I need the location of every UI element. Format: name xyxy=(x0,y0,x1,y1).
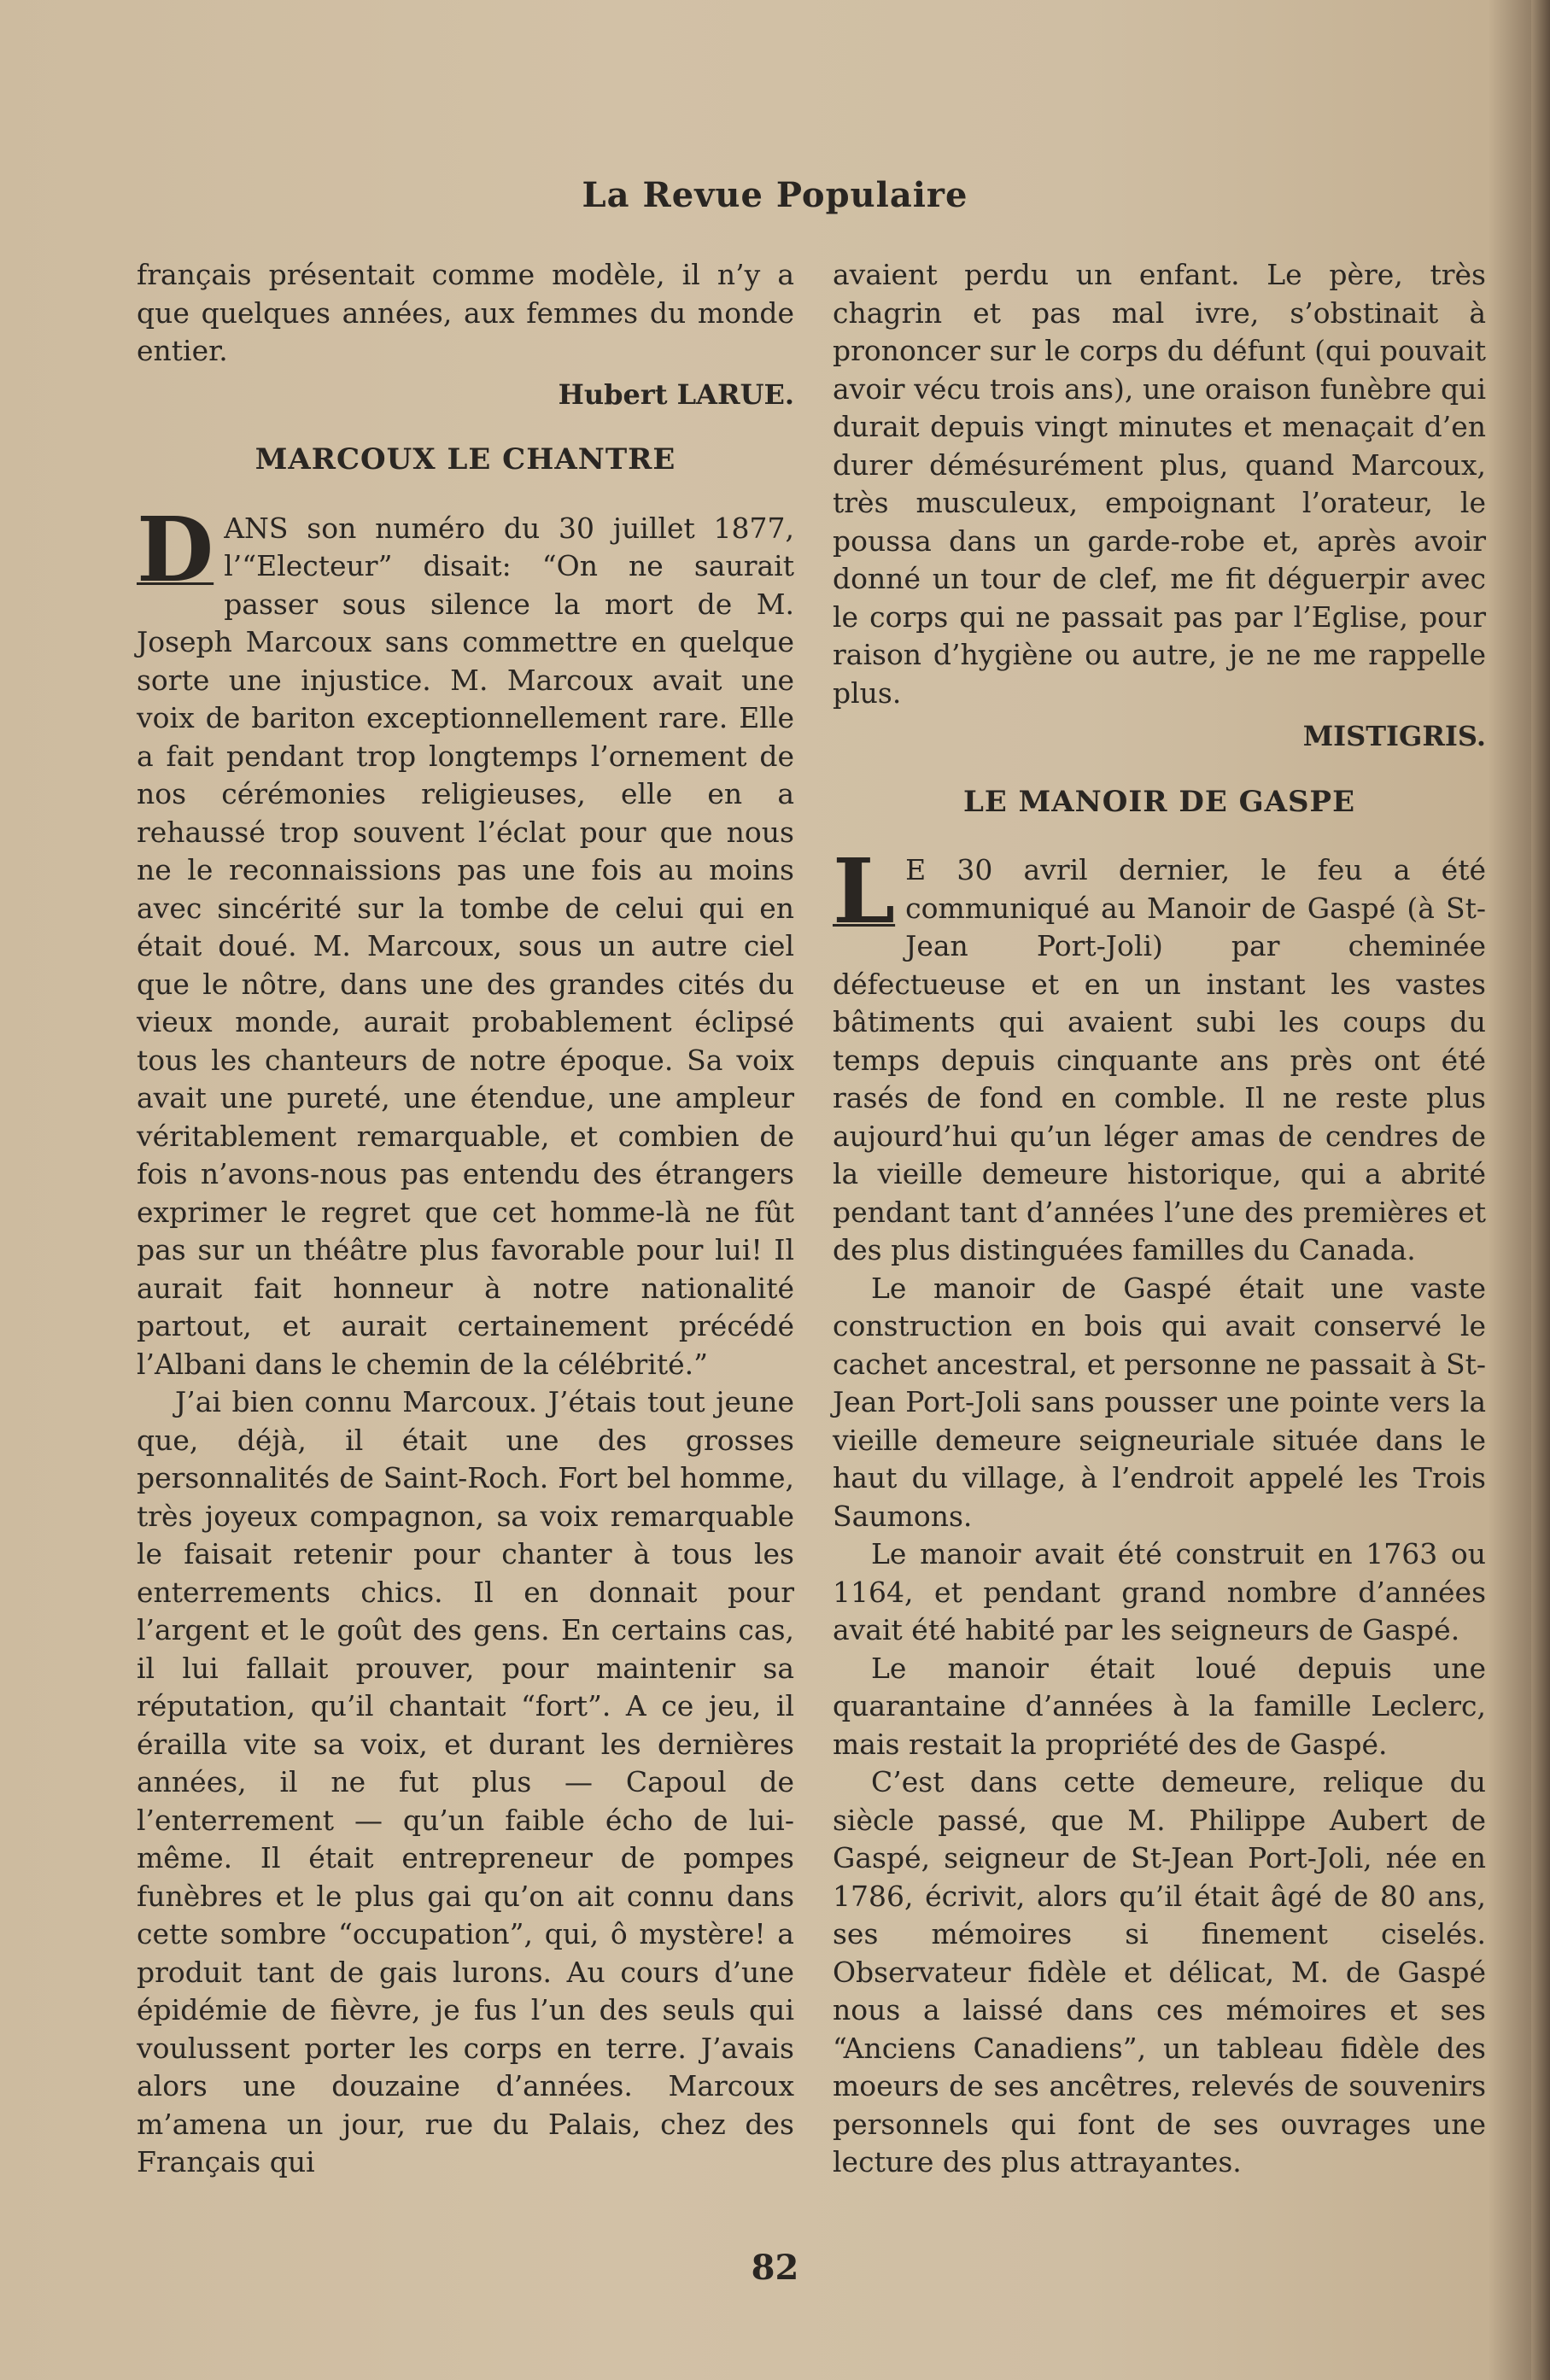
article2-paragraph-5: C’est dans cette demeure, relique du siècle passé, que M. Philippe Aubert de Gaspé, seigneur de St-Jean Port-Joli, née en 1786, écrivit, alors qu’il était âgé de 80 ans, ses mémoires si finement ciselés. Observateur fidèle et délicat, M. de Gaspé nous a laissé dans ces mémoires et ses “Anciens Canadiens”, un tableau fidèle des moeurs de ses ancêtres, relevés de souvenirs personnels qui font de ses ouvrages une lecture des plus attrayantes. xyxy=(833,1765,1486,2178)
intro-paragraph: français présentait comme modèle, il n’y a que quelques années, aux femmes du monde entier. xyxy=(137,258,794,367)
left-column xyxy=(137,256,794,2182)
right-column xyxy=(833,256,1486,2182)
dropcap-l: L xyxy=(833,839,896,944)
dropcap-d: D xyxy=(137,496,214,602)
article2-paragraph-2: Le manoir de Gaspé était une vaste construction en bois qui avait conservé le cachet ancestral, et personne ne passait à St-Jean Port-Joli sans pousser une pointe vers la vieille demeure seigneuriale située dans le haut du village, à l’endroit appelé les Trois Saumons. xyxy=(833,1271,1486,1533)
page-number: 82 xyxy=(751,2248,799,2288)
article2-paragraph-1 xyxy=(833,839,1486,1270)
article2-paragraph-1-text: E 30 avril dernier, le feu a été communiqué au Manoir de Gaspé (à St-Jean Port-Joli) par cheminée défectueuse et en un instant les vastes bâtiments qui avaient subi les coups du temps depuis cinquante ans près ont été rasés de fond en comble. Il ne reste plus aujourd’hui qu’un léger amas de cendres de la vieille demeure historique, qui a abrité pendant tant d’années l’une des premières et des plus distinguées familles du Canada. xyxy=(833,853,1486,1266)
intro-signature: Hubert LARUE. xyxy=(558,377,794,411)
page-spine-shadow xyxy=(1531,0,1550,2380)
article1-paragraph-2: J’ai bien connu Marcoux. J’étais tout jeune que, déjà, il était une des grosses personnalités de Saint-Roch. Fort bel homme, très joyeux compagnon, sa voix remarquable le faisait retenir pour chanter à tous les enterrements chics. Il en donnait pour l’argent et le goût des gens. En certains cas, il lui fallait prouver, pour maintenir sa réputation, qu’il chantait “fort”. A ce jeu, il érailla vite sa voix, et durant les dernières années, il ne fut plus — Capoul de l’enterrement — qu’un faible écho de lui-même. Il était entrepreneur de pompes funèbres et le plus gai qu’on ait connu dans cette sombre “occupation”, qui, ô mystère! a produit tant de gais lurons. Au cours d’une épidémie de fièvre, je fus l’un des seuls qui voulussent porter les corps en terre. J’avais alors une douzaine d’années. Marcoux m’amena un jour, rue du Palais, chez des Français qui xyxy=(137,1385,794,2178)
article2-paragraph-4: Le manoir était loué depuis une quarantaine d’années à la famille Leclerc, mais restait la propriété des de Gaspé. xyxy=(833,1651,1486,1761)
article2-paragraph-3: Le manoir avait été construit en 1763 ou 1164, et pendant grand nombre d’années avait été habité par les seigneurs de Gaspé. xyxy=(833,1537,1486,1646)
article-title-marcoux: MARCOUX LE CHANTRE xyxy=(254,442,676,477)
article-title-gaspe: LE MANOIR DE GASPE xyxy=(962,784,1356,819)
article1-paragraph-3: avaient perdu un enfant. Le père, très chagrin et pas mal ivre, s’obstinait à prononcer sur le corps du défunt (qui pouvait avoir vécu trois ans), une oraison funèbre qui durait depuis vingt minutes et menaçait d’en durer démésurément plus, quand Marcoux, très musculeux, empoignant l’orateur, le poussa dans un garde-robe et, après avoir donné un tour de clef, me fit déguerpir avec le corps qui ne passait pas par l’Eglise, pour raison d’hygiène ou autre, je ne me rappelle plus. xyxy=(833,258,1486,710)
article1-signature: MISTIGRIS. xyxy=(1302,720,1486,752)
running-header: La Revue Populaire xyxy=(582,175,968,215)
article1-paragraph-1 xyxy=(137,496,794,1384)
article1-paragraph-1-text: ANS son numéro du 30 juillet 1877, l’“Electeur” disait: “On ne saurait passer sous silence la mort de M. Joseph Marcoux sans commettre en quelque sorte une injustice. M. Marcoux avait une voix de bariton exceptionnellement rare. Elle a fait pendant trop longtemps l’ornement de nos cérémonies religieuses, elle en a rehaussé trop souvent l’éclat pour que nous ne le reconnaissions pas une fois au moins avec sincérité sur la tombe de celui qui en était doué. M. Marcoux, sous un autre ciel que le nôtre, dans une des grandes cités du vieux monde, aurait probablement éclipsé tous les chanteurs de notre époque. Sa voix avait une pureté, une étendue, une ampleur véritablement remarquable, et combien de fois n’avons-nous pas entendu des étrangers exprimer le regret que cet homme-là ne fût pas sur un théâtre plus favorable pour lui! Il aurait fait honneur à notre nationalité partout, et aurait certainement précédé l’Albani dans le chemin de la célébrité.” xyxy=(137,511,794,1381)
